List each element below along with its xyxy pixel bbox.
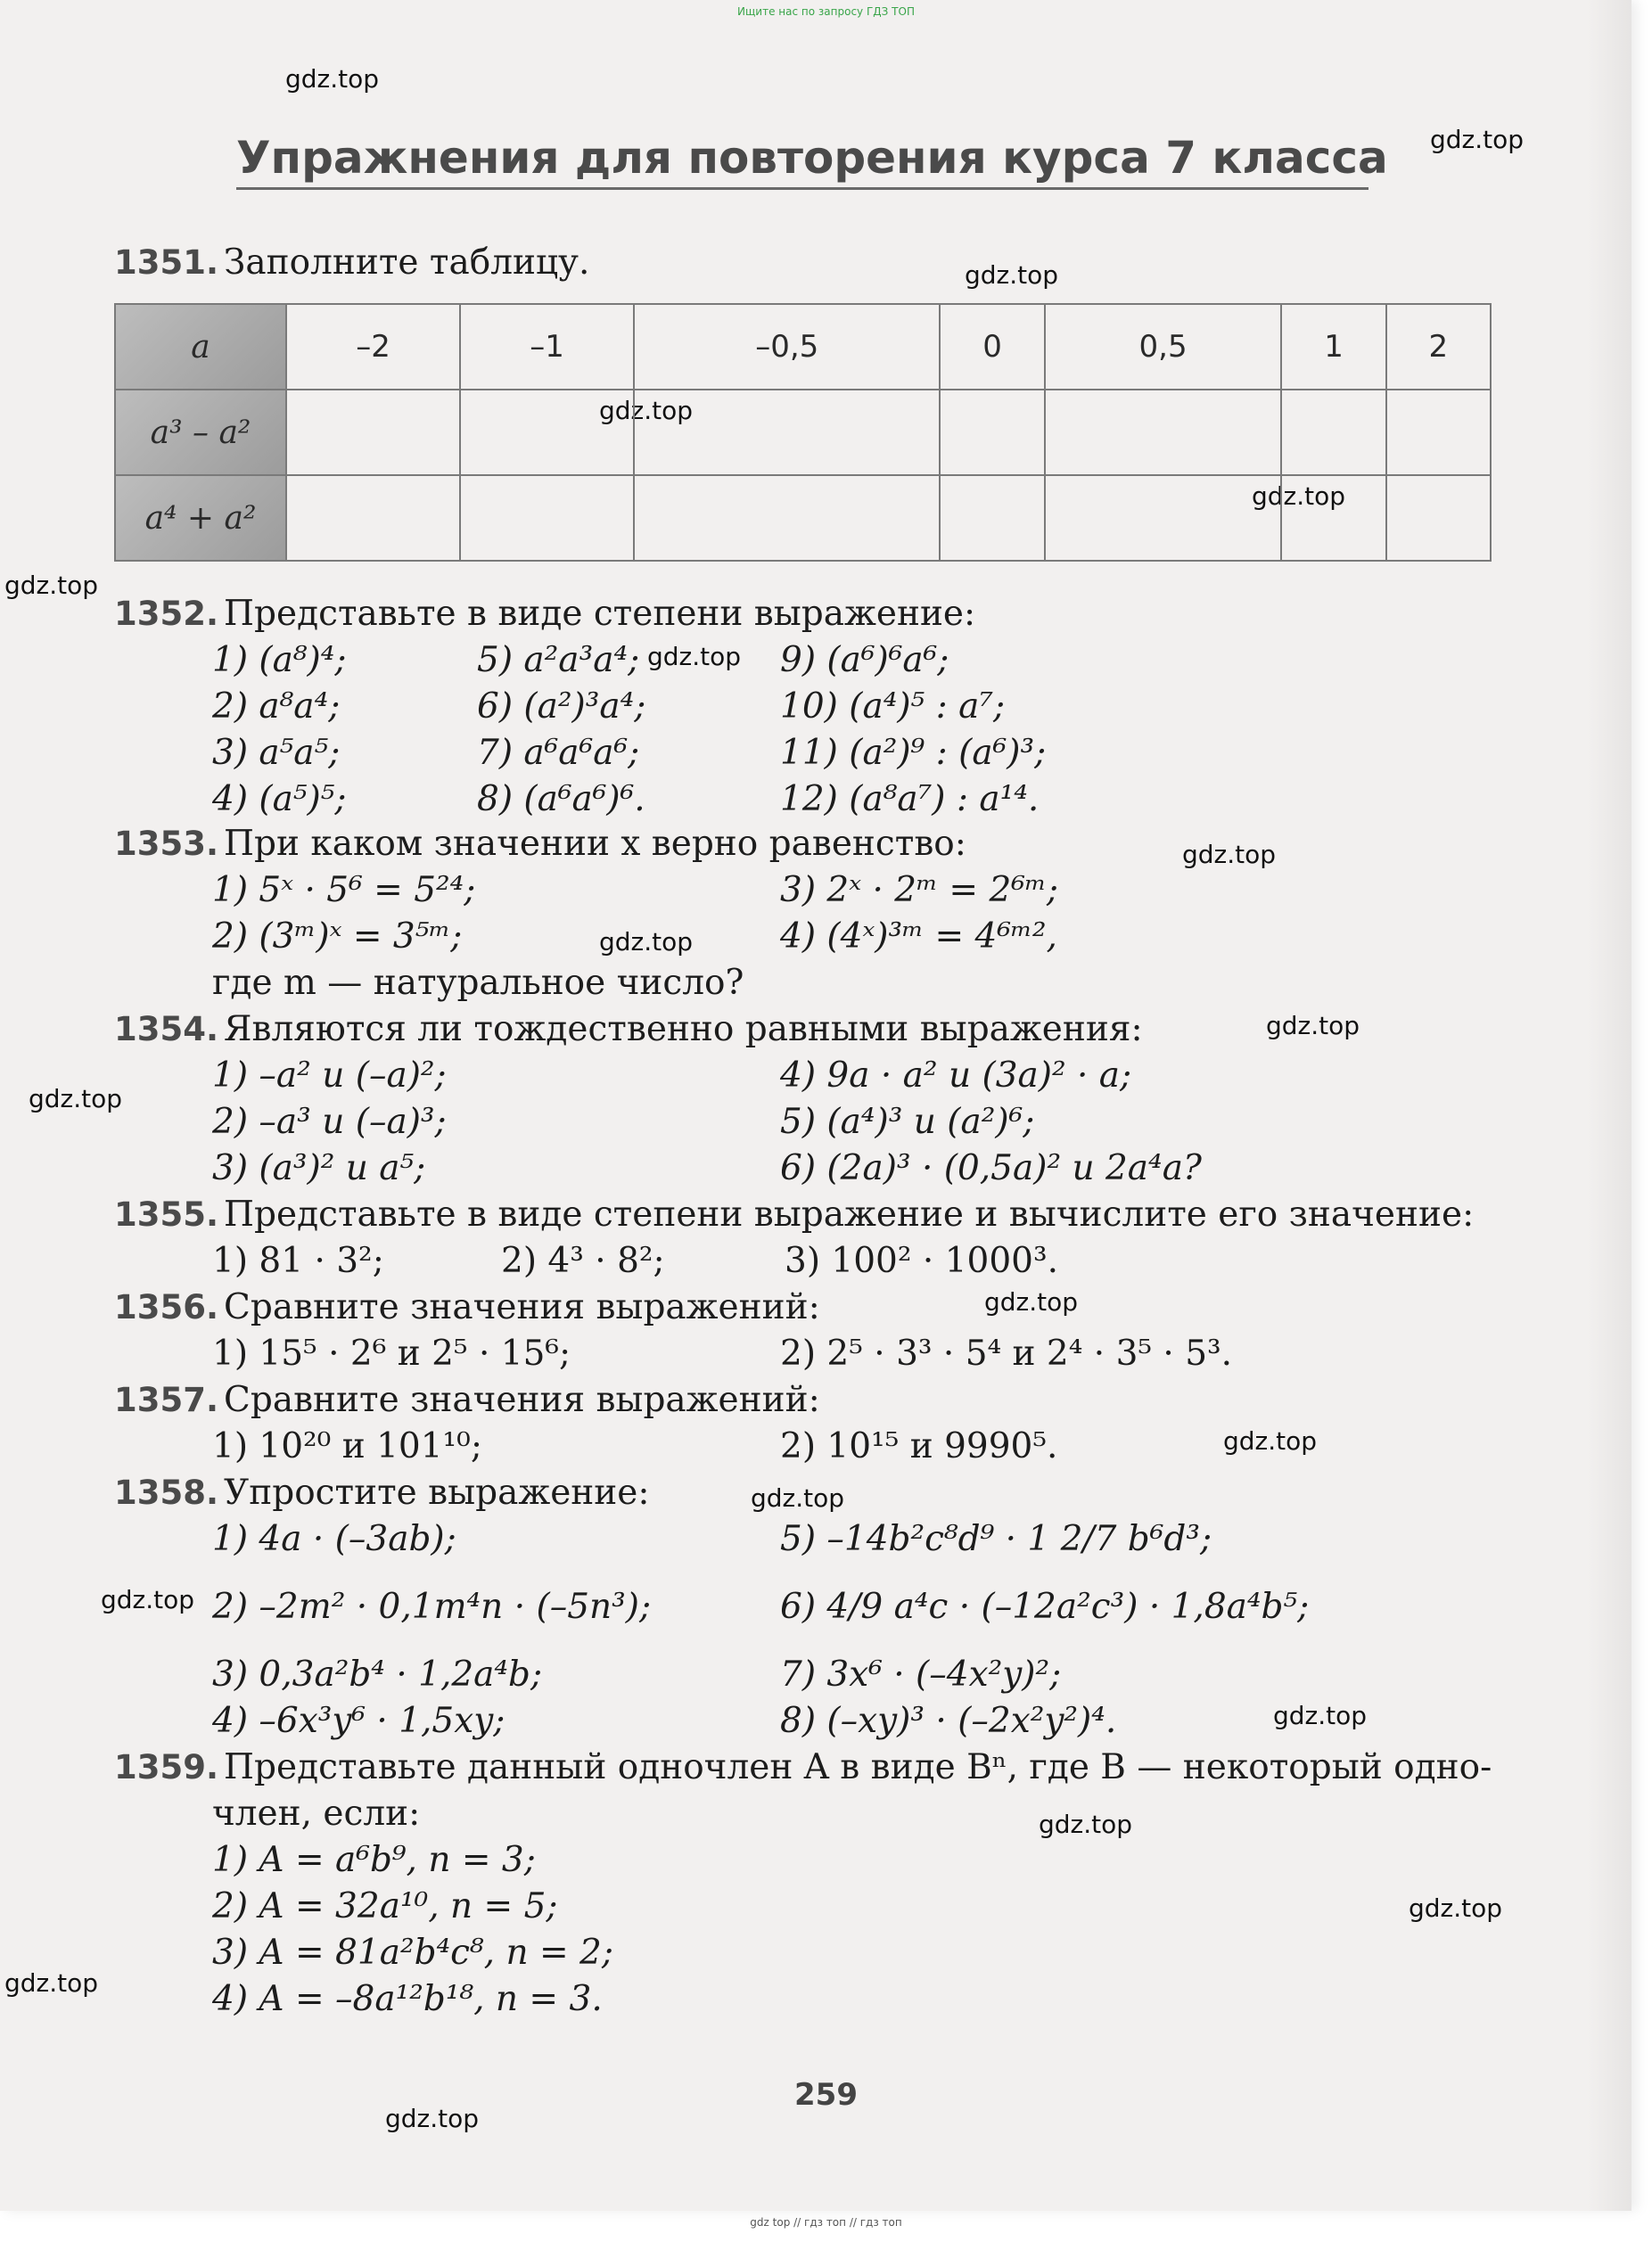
exercise-item: 4) (4ˣ)³ᵐ = 4⁶ᵐ², <box>780 916 1057 957</box>
watermark: gdz.top <box>1039 1810 1133 1839</box>
page-edge-shadow <box>1587 0 1631 2211</box>
watermark: gdz.top <box>1273 1701 1368 1730</box>
exercise-number: 1353. <box>114 825 219 863</box>
table-cell: 1 <box>1281 304 1385 390</box>
exercise-task: При каком значении x верно равенство: <box>224 824 966 864</box>
watermark: gdz.top <box>1266 1011 1360 1040</box>
table-row-label: a⁴ + a² <box>115 475 286 561</box>
exercise-1354 <box>114 1009 1143 1049</box>
watermark: gdz.top <box>647 642 742 671</box>
exercise-item: 2) –2m² · 0,1m⁴n · (–5n³); <box>212 1587 652 1627</box>
exercise-number: 1354. <box>114 1010 219 1048</box>
watermark: gdz.top <box>984 1287 1079 1317</box>
exercise-item: 11) (a²)⁹ : (a⁶)³; <box>780 733 1047 773</box>
top-note: Ищите нас по запросу ГДЗ ТОП <box>737 5 915 18</box>
exercise-item: 6) (2a)³ · (0,5a)² и 2a⁴a? <box>780 1148 1202 1188</box>
exercise-number: 1357. <box>114 1381 219 1419</box>
page-number: 259 <box>794 2077 858 2113</box>
table-cell <box>460 390 634 475</box>
table-cell <box>940 475 1044 561</box>
table-row <box>115 304 1491 390</box>
exercise-task: Сравните значения выражений: <box>224 1380 820 1420</box>
table-cell <box>940 390 1044 475</box>
exercise-task: Представьте в виде степени выражение: <box>224 594 976 634</box>
exercise-item: 2) 4³ · 8²; <box>501 1241 665 1281</box>
table-row <box>115 390 1491 475</box>
exercise-item: 1) 81 · 3²; <box>212 1241 384 1281</box>
table-row <box>115 475 1491 561</box>
exercise-item: 3) 100² · 1000³. <box>785 1241 1058 1281</box>
watermark: gdz.top <box>1252 481 1346 511</box>
exercise-item: 4) A = –8a¹²b¹⁸, n = 3. <box>212 1979 603 2019</box>
page-title: Упражнения для повторения курса 7 класса <box>236 132 1368 190</box>
exercise-item: 4) –6x³y⁶ · 1,5xy; <box>212 1701 505 1741</box>
table-cell <box>1281 390 1385 475</box>
exercise-item: 1) A = a⁶b⁹, n = 3; <box>212 1840 536 1880</box>
table-cell <box>634 475 940 561</box>
exercise-item: 9) (a⁶)⁶a⁶; <box>780 640 949 680</box>
watermark: gdz.top <box>29 1084 123 1113</box>
table-cell <box>460 475 634 561</box>
exercise-item: 3) A = 81a²b⁴c⁸, n = 2; <box>212 1933 613 1973</box>
table-cell: –2 <box>286 304 460 390</box>
watermark: gdz.top <box>285 64 380 94</box>
watermark: gdz.top <box>1182 840 1277 869</box>
table-cell: –1 <box>460 304 634 390</box>
exercise-1351 <box>114 242 589 283</box>
exercise-item: 1) 10²⁰ и 101¹⁰; <box>212 1426 482 1466</box>
exercise-item: 6) 4/9 a⁴c · (–12a²c³) · 1,8a⁴b⁵; <box>780 1587 1310 1627</box>
exercise-task: Заполните таблицу. <box>224 242 590 283</box>
exercise-task: Представьте данный одночлен A в виде Bⁿ, где B — некоторый одно- <box>224 1747 1492 1787</box>
watermark: gdz.top <box>1223 1426 1318 1456</box>
exercise-item: 10) (a⁴)⁵ : a⁷; <box>780 686 1006 727</box>
table-cell <box>286 475 460 561</box>
table-cell: 0,5 <box>1045 304 1282 390</box>
watermark: gdz.top <box>1409 1893 1503 1923</box>
table-header-a: a <box>115 304 286 390</box>
watermark: gdz.top <box>4 571 99 600</box>
exercise-1357 <box>114 1380 820 1420</box>
table-cell <box>1386 390 1491 475</box>
exercise-task: Упростите выражение: <box>224 1473 650 1513</box>
exercise-item: 2) 2⁵ · 3³ · 5⁴ и 2⁴ · 3⁵ · 5³. <box>780 1334 1233 1374</box>
exercise-item: 2) a⁸a⁴; <box>212 686 341 727</box>
exercise-item: 4) 9a · a² и (3a)² · a; <box>780 1055 1132 1096</box>
table-cell <box>1281 475 1385 561</box>
table-cell: 0 <box>940 304 1044 390</box>
exercise-item: 2) –a³ и (–a)³; <box>212 1102 447 1142</box>
watermark: gdz.top <box>1430 125 1525 154</box>
exercise-number: 1355. <box>114 1195 219 1234</box>
exercise-1359 <box>114 1747 1492 1787</box>
table-cell <box>1045 475 1282 561</box>
table-cell <box>634 390 940 475</box>
exercise-1352 <box>114 594 975 634</box>
exercise-item: 1) (a⁸)⁴; <box>212 640 347 680</box>
table-cell <box>286 390 460 475</box>
exercise-task: Представьте в виде степени выражение и вычислите его значение: <box>224 1195 1475 1235</box>
watermark: gdz.top <box>599 396 694 425</box>
exercise-1353 <box>114 824 966 864</box>
exercise-item: 3) a⁵a⁵; <box>212 733 341 773</box>
exercise-item: 6) (a²)³a⁴; <box>477 686 646 727</box>
table-cell: 2 <box>1386 304 1491 390</box>
exercise-item: 7) 3x⁶ · (–4x²y)²; <box>780 1655 1062 1695</box>
bottom-note: gdz top // гдз топ // гдз топ <box>750 2216 902 2229</box>
exercise-item: 2) 10¹⁵ и 9990⁵. <box>780 1426 1058 1466</box>
exercise-item: 3) (a³)² и a⁵; <box>212 1148 426 1188</box>
watermark: gdz.top <box>599 927 694 957</box>
watermark: gdz.top <box>385 2104 480 2133</box>
exercise-task: Сравните значения выражений: <box>224 1287 820 1327</box>
exercise-item: 12) (a⁸a⁷) : a¹⁴. <box>780 779 1040 819</box>
exercise-item: 8) (–xy)³ · (–2x²y²)⁴. <box>780 1701 1117 1741</box>
exercise-1358 <box>114 1473 650 1513</box>
table-row-label: a³ – a² <box>115 390 286 475</box>
exercise-item: 1) 15⁵ · 2⁶ и 2⁵ · 15⁶; <box>212 1334 571 1374</box>
exercise-note: где m — натуральное число? <box>212 963 744 1003</box>
exercise-item: 7) a⁶a⁶a⁶; <box>477 733 640 773</box>
exercise-item: 4) (a⁵)⁵; <box>212 779 347 819</box>
exercise-item: 8) (a⁶a⁶)⁶. <box>477 779 645 819</box>
exercise-1355 <box>114 1195 1474 1235</box>
exercise-1356 <box>114 1287 820 1327</box>
exercise-item: 1) –a² и (–a)²; <box>212 1055 447 1096</box>
exercise-number: 1351. <box>114 243 219 282</box>
values-table <box>114 303 1492 562</box>
exercise-item: 3) 2ˣ · 2ᵐ = 2⁶ᵐ; <box>780 870 1058 910</box>
watermark: gdz.top <box>751 1483 845 1513</box>
exercise-number: 1359. <box>114 1748 219 1786</box>
exercise-item: 3) 0,3a²b⁴ · 1,2a⁴b; <box>212 1655 543 1695</box>
watermark: gdz.top <box>101 1585 195 1614</box>
table-cell <box>1386 475 1491 561</box>
exercise-number: 1358. <box>114 1474 219 1512</box>
watermark: gdz.top <box>965 260 1059 290</box>
exercise-task: Являются ли тождественно равными выражения: <box>224 1009 1143 1049</box>
exercise-item: 1) 4a · (–3ab); <box>212 1519 456 1559</box>
watermark: gdz.top <box>4 1968 99 1998</box>
exercise-item: 5) a²a³a⁴; <box>477 640 640 680</box>
exercise-task-continued: член, если: <box>212 1794 421 1834</box>
exercise-item: 5) (a⁴)³ и (a²)⁶; <box>780 1102 1035 1142</box>
exercise-item: 2) A = 32a¹⁰, n = 5; <box>212 1886 558 1926</box>
table-cell <box>1045 390 1282 475</box>
table-cell: –0,5 <box>634 304 940 390</box>
exercise-item: 1) 5ˣ · 5⁶ = 5²⁴; <box>212 870 476 910</box>
exercise-number: 1356. <box>114 1288 219 1326</box>
exercise-item: 5) –14b²c⁸d⁹ · 1 2/7 b⁶d³; <box>780 1519 1212 1559</box>
exercise-number: 1352. <box>114 595 219 633</box>
exercise-item: 2) (3ᵐ)ˣ = 3⁵ᵐ; <box>212 916 463 957</box>
